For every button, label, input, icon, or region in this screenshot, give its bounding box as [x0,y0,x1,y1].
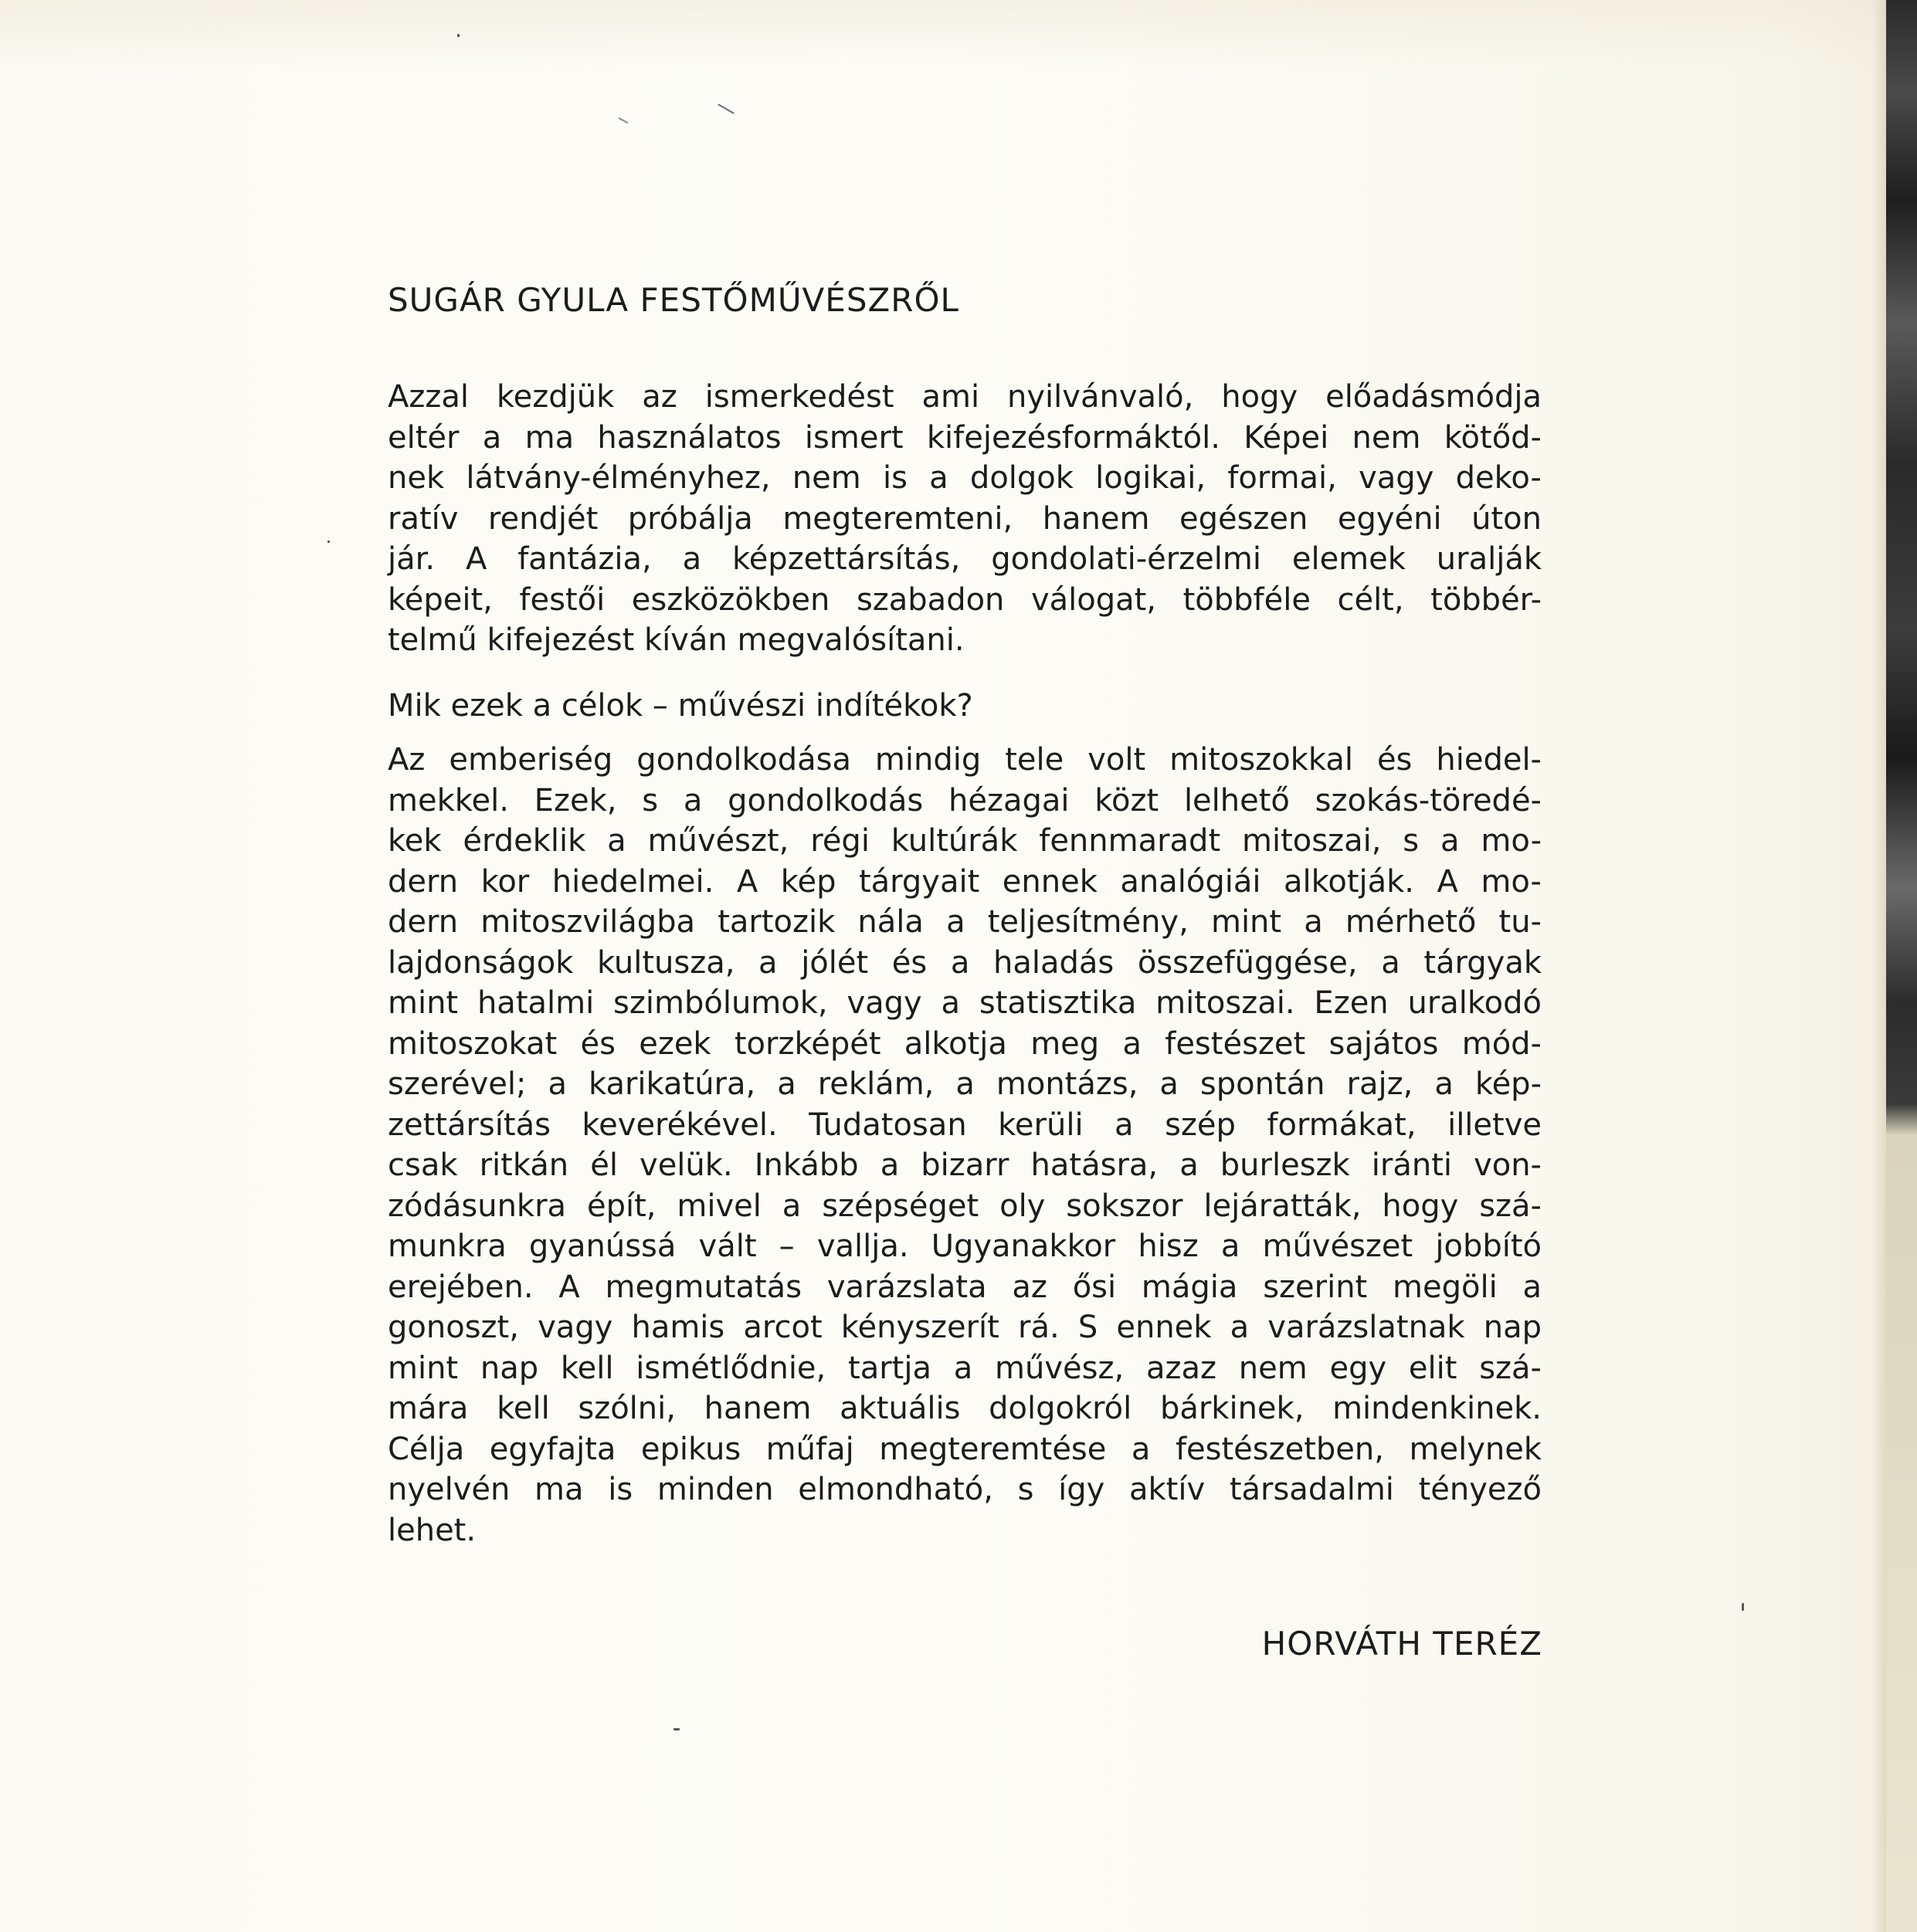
text-line: csak ritkán él velük. Inkább a bizarr hatásra, a burleszk iránti von- [388,1147,1542,1183]
text-line: szerével; a karikatúra, a reklám, a montázs, a spontán rajz, a kép- [388,1066,1542,1102]
article-title: SUGÁR GYULA FESTŐMŰVÉSZRŐL [388,281,959,319]
text-line: nyelvén ma is minden elmondható, s így aktív társadalmi tényező [388,1472,1542,1507]
text-line: lajdonságok kultusza, a jólét és a haladás összefüggése, a tárgyak [388,944,1542,981]
text-line: képeit, festői eszközökben szabadon válogat, többféle célt, többér- [388,581,1542,618]
text-line: mára kell szólni, hanem aktuális dolgokról bárkinek, mindenkinek. [388,1391,1542,1426]
text-line: munkra gyanússá vált – vallja. Ugyanakkor hisz a művészet jobbító [388,1229,1542,1264]
scan-speck [673,1728,680,1730]
author-signature: HORVÁTH TERÉZ [1261,1625,1542,1663]
text-line: mitoszokat és ezek torzképét alkotja meg a festészet sajátos mód- [388,1025,1542,1062]
scan-speck [327,541,330,543]
scan-speck [1742,1603,1744,1611]
text-line: mekkel. Ezek, s a gondolkodás hézagai közt lelhető szokás-töredé- [388,782,1542,819]
book-binding-edge [1886,0,1917,1932]
scan-speck [718,103,735,114]
text-line: mint nap kell ismétlődnie, tartja a művész, azaz nem egy elit szá- [388,1350,1542,1386]
text-line: jár. A fantázia, a képzettársítás, gondolati-érzelmi elemek uralják [388,541,1542,577]
scan-speck [618,117,628,124]
text-line: gonoszt, vagy hamis arcot kényszerít rá. S ennek a varázslatnak nap [388,1310,1542,1345]
text-line: erejében. A megmutatás varázslata az ősi mágia szerint megöli a [388,1269,1542,1305]
text-line: dern kor hiedelmei. A kép tárgyait ennek analógiái alkotják. A mo- [388,863,1542,900]
text-line: zódásunkra épít, mivel a szépséget oly sokszor lejáratták, hogy szá- [388,1188,1542,1224]
text-line: eltér a ma használatos ismert kifejezésformáktól. Képei nem kötőd- [388,419,1542,456]
text-line: Célja egyfajta epikus műfaj megteremtése a festészetben, melynek [388,1431,1542,1467]
text-line: nek látvány-élményhez, nem is a dolgok logikai, formai, vagy deko- [388,460,1542,496]
text-line: telmű kifejezést kíván megvalósítani. [388,622,965,658]
text-line: lehet. [388,1512,477,1548]
text-line: kek érdeklik a művészt, régi kultúrák fennmaradt mitoszai, s a mo- [388,823,1542,859]
paragraph-body [388,740,1542,1551]
text-line: Az emberiség gondolkodása mindig tele volt mitoszokkal és hiedel- [388,742,1542,778]
paragraph-question [388,686,1542,727]
text-line: Azzal kezdjük az ismerkedést ami nyilvánvaló, hogy előadásmódja [388,379,1542,415]
text-line: zettársítás keverékével. Tudatosan kerüli a szép formákat, illetve [388,1107,1542,1143]
paragraph-intro [388,377,1542,661]
text-line: mint hatalmi szimbólumok, vagy a statisztika mitoszai. Ezen uralkodó [388,985,1542,1021]
text-line: Mik ezek a célok – művészi indítékok? [388,688,973,724]
page-binding-shadow [1872,0,1886,1932]
scan-speck [457,34,460,37]
text-line: dern mitoszvilágba tartozik nála a teljesítmény, mint a mérhető tu- [388,904,1542,940]
text-line: ratív rendjét próbálja megteremteni, hanem egészen egyéni úton [388,500,1542,537]
